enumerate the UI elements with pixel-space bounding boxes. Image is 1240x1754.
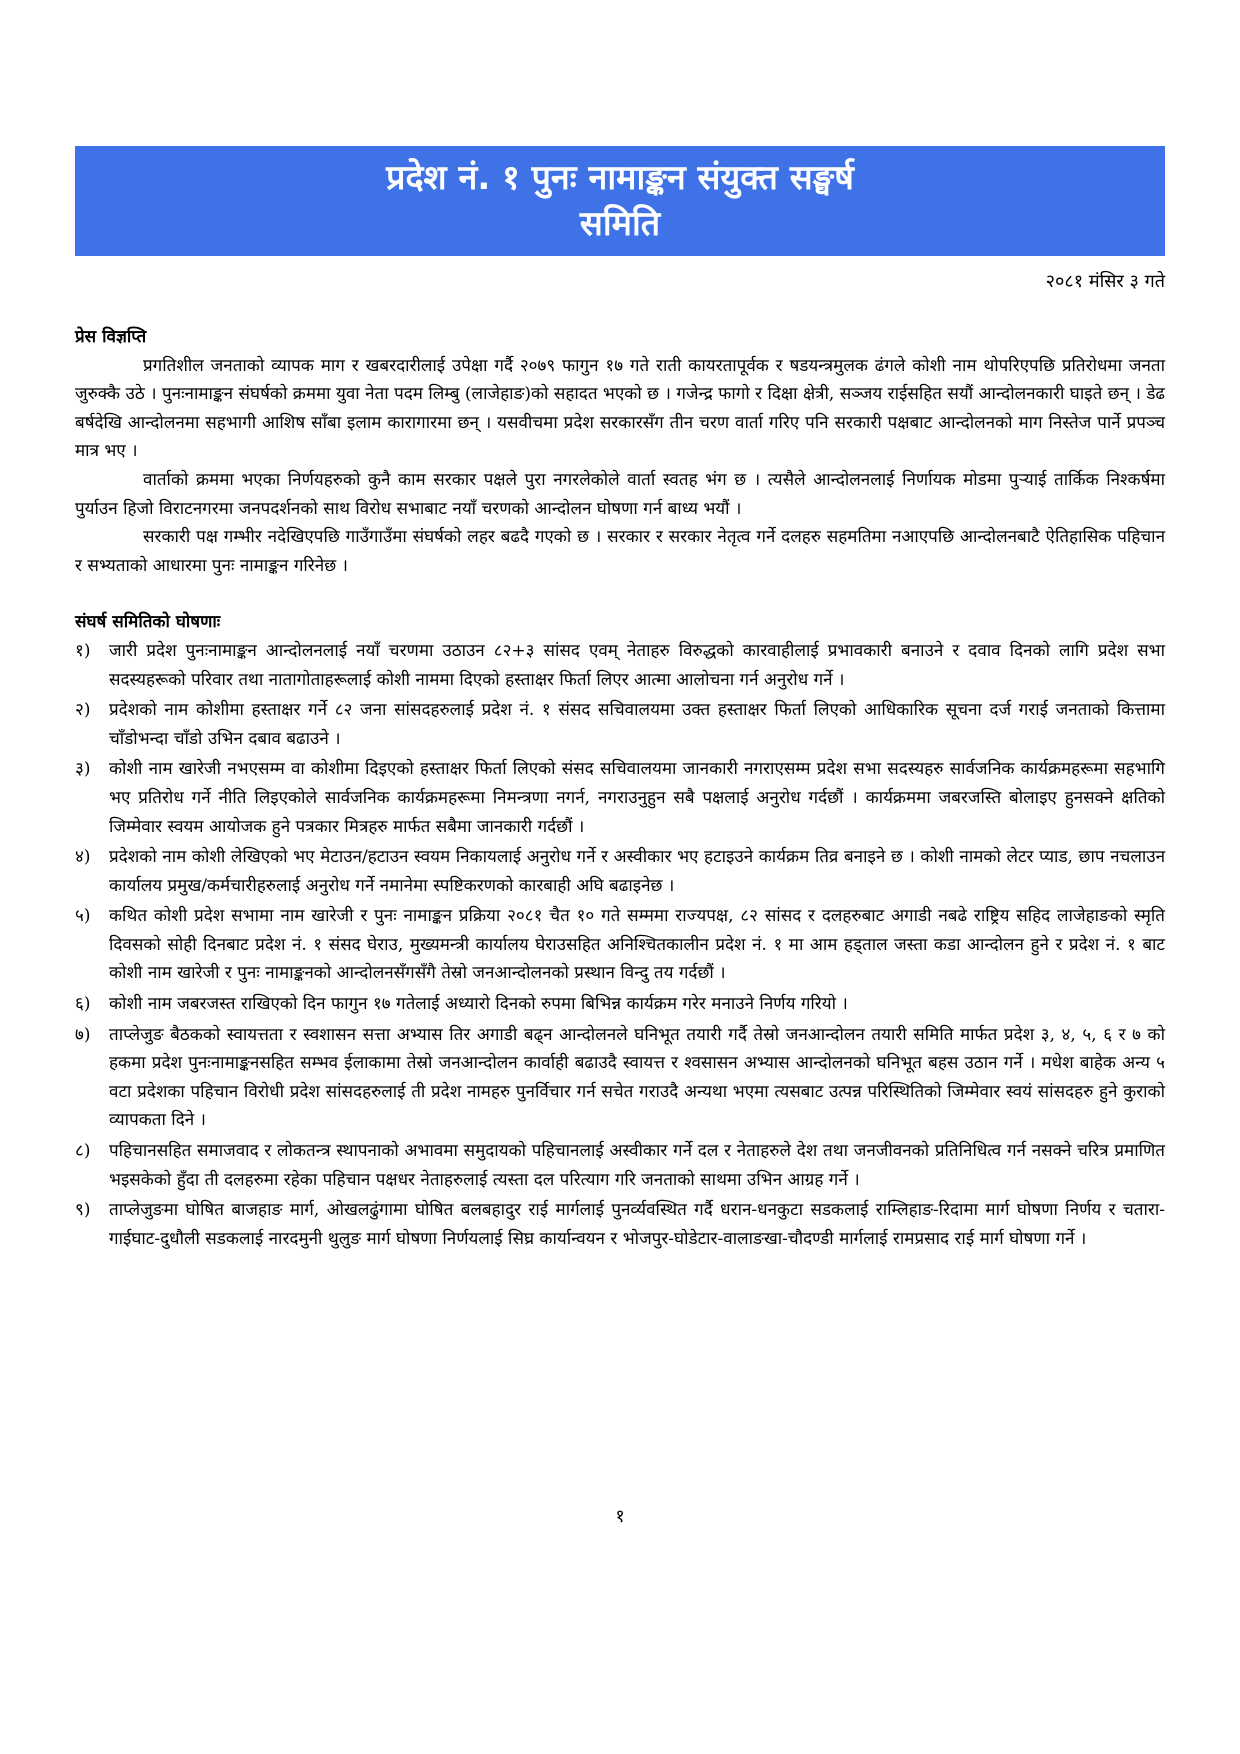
item-text: पहिचानसहित समाजवाद र लोकतन्त्र स्थापनाको अभावमा समुदायको पहिचानलाई अस्वीकार गर्ने दल र नेताहरुले देश तथा जनजीवनको प्रतिनिधित्व गर्न नसक्ने चरित्र प्रमाणित भइसकेको हुँदा ती दलहरुमा रहेका पहिचान पक्षधर नेताहरुलाई त्यस्ता दल परित्याग गरि जनताको साथमा उभिन आग्रह गर्ने । — [109, 1141, 1165, 1190]
declaration-heading: संघर्ष समितिको घोषणाः — [75, 612, 221, 633]
item-text: जारी प्रदेश पुनःनामाङ्कन आन्दोलनलाई नयाँ चरणमा उठाउन ८२+३ सांसद एवम् नेताहरु विरुद्धको कारवाहीलाई प्रभावकारी बनाउने र दवाव दिनको लागि प्रदेश सभा सदस्यहरूको परिवार तथा नातागोताहरूलाई कोशी नाममा दिएको हस्ताक्षर फिर्ता लिएर आत्मा आलोचना गर्न अनुरोध गर्ने । — [109, 640, 1165, 690]
press-release-paragraph: प्रगतिशील जनताको व्यापक माग र खबरदारीलाई उपेक्षा गर्दै २०७९ फागुन १७ गते राती कायरतापूर्वक र षडयन्त्रमुलक ढंगले कोशी नाम थोपरिएपछि प्रतिरोधमा जनता जुरुक्कै उठे । पुनःनामाङ्कन संघर्षको क्रममा युवा नेता पदम लिम्बु (लाजेहाङ)को सहादत भएको छ । गजेन्द्र फागो र दिक्षा क्षेत्री, सञ्जय राईसहित सयौं आन्दोलनकारी घाइते छन् । डेढ बर्षदेखि आन्दोलनमा सहभागी आशिष साँबा इलाम कारागारमा छन् । यसवीचमा प्रदेश सरकारसँग तीन चरण वार्ता गरिए पनि सरकारी पक्षबाट आन्दोलनको माग निस्तेज पार्ने प्रपञ्च मात्र भए । — [75, 355, 1165, 462]
item-number: ५) — [75, 906, 91, 927]
title-line-1: प्रदेश नं. १ पुनः नामाङ्कन संयुक्त सङ्घर्ष — [386, 158, 854, 198]
section-spacer — [75, 580, 1165, 608]
declaration-item — [75, 902, 1165, 988]
item-number: १) — [75, 640, 91, 661]
declaration-item — [75, 637, 1165, 694]
item-number: २) — [75, 700, 91, 721]
item-number: ७) — [75, 1024, 91, 1045]
item-text: कथित कोशी प्रदेश सभामा नाम खारेजी र पुनः नामाङ्कन प्रक्रिया २०८१ चैत १० गते सम्ममा राज्यपक्ष, ८२ सांसद र दलहरुबाट अगाडी नबढे राष्ट्रिय सहिद लाजेहाङको स्मृति दिवसको सोही दिनबाट प्रदेश नं. १ संसद घेराउ, मुख्यमन्त्री कार्यालय घेराउसहित अनिश्चितकालीन प्रदेश नं. १ मा आम हड्‍ताल जस्ता कडा आन्दोलन हुने र प्रदेश नं. १ बाट कोशी नाम खारेजी र पुनः नामाङ्कनको आन्दोलनसँगसँगै तेस्रो जनआन्दोलनको प्रस्थान विन्दु तय गर्दछौं । — [109, 906, 1165, 984]
item-number: ६) — [75, 994, 91, 1015]
title-banner — [75, 146, 1165, 256]
item-number: ४) — [75, 847, 91, 868]
declaration-item — [75, 1021, 1165, 1135]
document-date: २०८१ मंसिर ३ गते — [1045, 271, 1165, 292]
declaration-item — [75, 990, 1165, 1019]
declaration-item — [75, 1137, 1165, 1194]
item-text: प्रदेशको नाम कोशी लेखिएको भए मेटाउन/हटाउन स्वयम निकायलाई अनुरोध गर्ने र अस्वीकार भए हटाइउने कार्यक्रम तिव्र बनाइने छ । कोशी नामको लेटर प्याड, छाप नचलाउन कार्यालय प्रमुख/कर्मचारीहरुलाई अनुरोध गर्ने नमानेमा स्पष्टिकरणको कारबाही अघि बढाइनेछ । — [109, 847, 1165, 896]
item-text: प्रदेशको नाम कोशीमा हस्ताक्षर गर्ने ८२ जना सांसदहरुलाई प्रदेश नं. १ संसद सचिवालयमा उक्त हस्ताक्षर फिर्ता लिएको आधिकारिक सूचना दर्ज गराई जनताको कित्तामा चाँडोभन्दा चाँडो उभिन दबाव बढाउने । — [109, 700, 1165, 749]
item-text: कोशी नाम खारेजी नभएसम्म वा कोशीमा दिइएको हस्ताक्षर फिर्ता लिएको संसद सचिवालयमा जानकारी नगराएसम्म प्रदेश सभा सदस्यहरु सार्वजनिक कार्यक्रमहरूमा सहभागि भए प्रतिरोध गर्ने नीति लिइएकोले सार्वजनिक कार्यक्रमहरूमा निमन्त्रणा नगर्न, नगराउनुहुन सबै पक्षलाई अनुरोध गर्दछौं । कार्यक्रममा जबरजस्ति बोलाइए हुनसक्ने क्षतिको जिम्मेवार स्वयम आयोजक हुने पत्रकार मित्रहरु मार्फत सबैमा जानकारी गर्दछौं । — [109, 759, 1165, 837]
declaration-item — [75, 1196, 1165, 1253]
item-text: ताप्लेजुङमा घोषित बाजहाङ मार्ग, ओखलढुंगामा घोषित बलबहादुर राई मार्गलाई पुनर्व्यवस्थित गर्दै धरान-धनकुटा सडकलाई राम्लिहाङ-रिदामा मार्ग घोषणा निर्णय र चतारा-गाईघाट-दुधौली सडकलाई नारदमुनी थुलुङ मार्ग घोषणा निर्णयलाई सिघ्र कार्यान्वयन र भोजपुर-घोडेटार-वालाङखा-चौदण्डी मार्गलाई रामप्रसाद राई मार्ग घोषणा गर्ने । — [109, 1200, 1165, 1249]
page-number: १ — [615, 1506, 625, 1527]
press-release-heading: प्रेस विज्ञप्ति — [75, 327, 147, 347]
item-number: ८) — [75, 1141, 91, 1162]
declaration-item — [75, 755, 1165, 841]
title-line-2: समिति — [579, 204, 661, 244]
item-number: ९) — [75, 1200, 91, 1221]
document-body — [75, 323, 1165, 1255]
item-number: ३) — [75, 759, 91, 780]
item-text: कोशी नाम जबरजस्त राखिएको दिन फागुन १७ गतेलाई अध्यारो दिनको रुपमा बिभिन्न कार्यक्रम गरेर मनाउने निर्णय गरियो । — [109, 994, 848, 1015]
press-release-paragraph: वार्ताको क्रममा भएका निर्णयहरुको कुनै काम सरकार पक्षले पुरा नगरलेकोले वार्ता स्वतह भंग छ । त्यसैले आन्दोलनलाई निर्णायक मोडमा पुऱ्याई तार्किक निश्कर्षमा पुर्याउन हिजो विराटनगरमा जनपदर्शनको साथ विरोध सभाबाट नयाँ चरणको आन्दोलन घोषणा गर्न बाध्य भयौं । — [75, 469, 1165, 519]
declaration-item — [75, 696, 1165, 753]
press-release-paragraph: सरकारी पक्ष गम्भीर नदेखिएपछि गाउँगाउँमा संघर्षको लहर बढदै गएको छ । सरकार र सरकार नेतृत्व गर्ने दलहरु सहमतिमा नआएपछि आन्दोलनबाटै ऐतिहासिक पहिचान र सभ्यताको आधारमा पुनः नामाङ्कन गरिनेछ । — [75, 527, 1165, 576]
declaration-item — [75, 843, 1165, 900]
declaration-list — [75, 637, 1165, 1253]
item-text: ताप्लेजुङ बैठकको स्वायत्तता र स्वशासन सत्ता अभ्यास तिर अगाडी बढ्न आन्दोलनले घनिभूत तयारी गर्दै तेस्रो जनआन्दोलन तयारी समिति मार्फत प्रदेश ३, ४, ५, ६ र ७ को हकमा प्रदेश पुनःनामाङ्कनसहित सम्भव ईलाकामा तेस्रो जनआन्दोलन कार्वाही बढाउदै स्वायत्त र श्वसासन अभ्यास आन्दोलनको घनिभूत बहस उठान गर्ने । मधेश बाहेक अन्य ५ वटा प्रदेशका पहिचान विरोधी प्रदेश सांसदहरुलाई ती प्रदेश नामहरु पुनर्विचार गर्न सचेत गराउदै अन्यथा भएमा त्यसबाट उत्पन्न परिस्थितिको जिम्मेवार स्वयं सांसदहरु हुने कुराको व्यापकता दिने । — [109, 1024, 1165, 1131]
